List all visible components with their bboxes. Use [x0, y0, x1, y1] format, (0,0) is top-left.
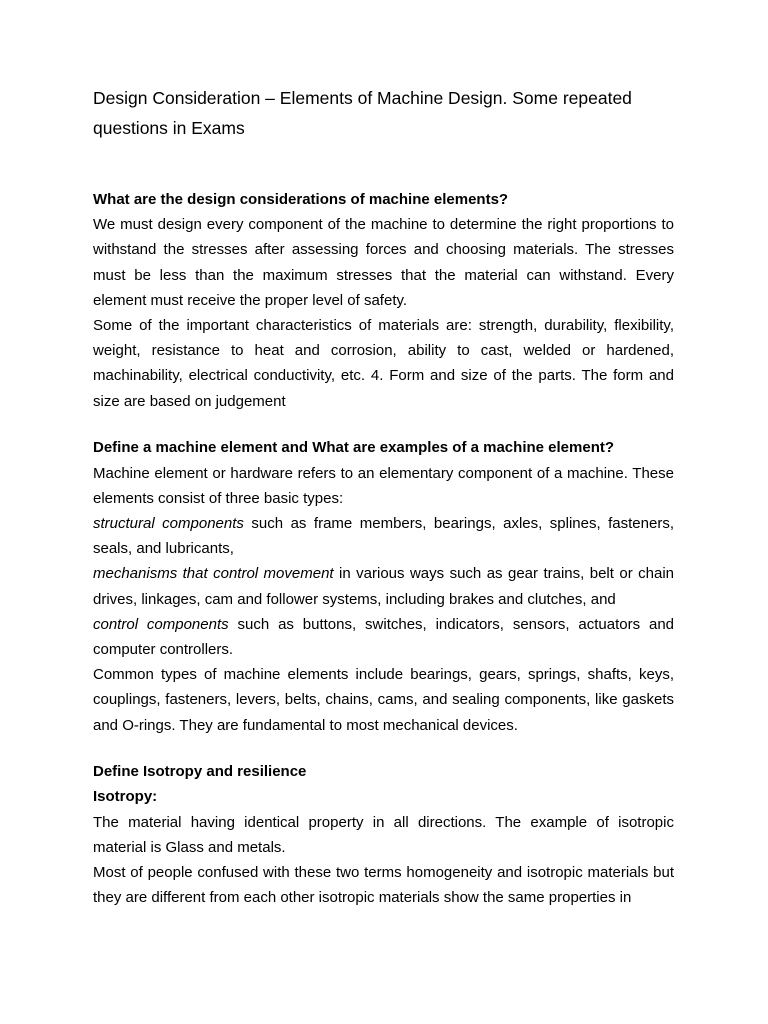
- list-item: [93, 561, 674, 611]
- paragraph: Some of the important characteristics of materials are: strength, durability, flexibility, weight, resistance to heat and corrosion, ability to cast, welded or hardened, machinability, electrical conductivity, etc. 4. Form and size of the parts. The form and size are based on judgement: [93, 317, 674, 410]
- list-item-text: such as buttons, switches, indicators, sensors, actuators and computer controllers.: [93, 615, 675, 658]
- paragraph: Most of people confused with these two terms homogeneity and isotropic materials but they are different from each other isotropic materials show the same properties in: [93, 864, 674, 907]
- paragraph: The material having identical property in all directions. The example of isotropic material is Glass and metals.: [93, 813, 674, 856]
- paragraph: Machine element or hardware refers to an elementary component of a machine. These elements consist of three basic types:: [93, 464, 674, 507]
- subheading-isotropy: Isotropy:: [93, 788, 158, 806]
- paragraph: We must design every component of the machine to determine the right proportions to withstand the stresses after assessing forces and choosing materials. The stresses must be less than the maximum stresses that the material can withstand. Every element must receive the proper level of safety.: [93, 216, 674, 309]
- section-heading-machine-element: Define a machine element and What are examples of a machine element?: [93, 439, 615, 457]
- list-item: [93, 511, 674, 561]
- italic-term: mechanisms that control movement: [93, 565, 334, 583]
- list-item-text: such as frame members, bearings, axles, splines, fasteners, seals, and lubricants,: [93, 514, 674, 558]
- italic-term: control components: [93, 615, 229, 633]
- document-title: Design Consideration – Elements of Machine Design. Some repeated questions in Exams: [93, 88, 632, 138]
- section-heading-design-considerations: What are the design considerations of machine elements?: [93, 191, 509, 208]
- italic-term: structural components: [93, 514, 244, 532]
- list-item: [93, 612, 674, 662]
- section-heading-isotropy-resilience: Define Isotropy and resilience: [93, 763, 307, 781]
- list-item-text: in various ways such as gear trains, belt or chain drives, linkages, cam and follower systems, including brakes and clutches, and: [93, 565, 675, 608]
- document-body: [93, 187, 674, 910]
- paragraph: Common types of machine elements include bearings, gears, springs, shafts, keys, couplings, fasteners, levers, belts, chains, cams, and sealing components, like gaskets and O-rings. They are fundamental to most mechanical devices.: [93, 666, 674, 734]
